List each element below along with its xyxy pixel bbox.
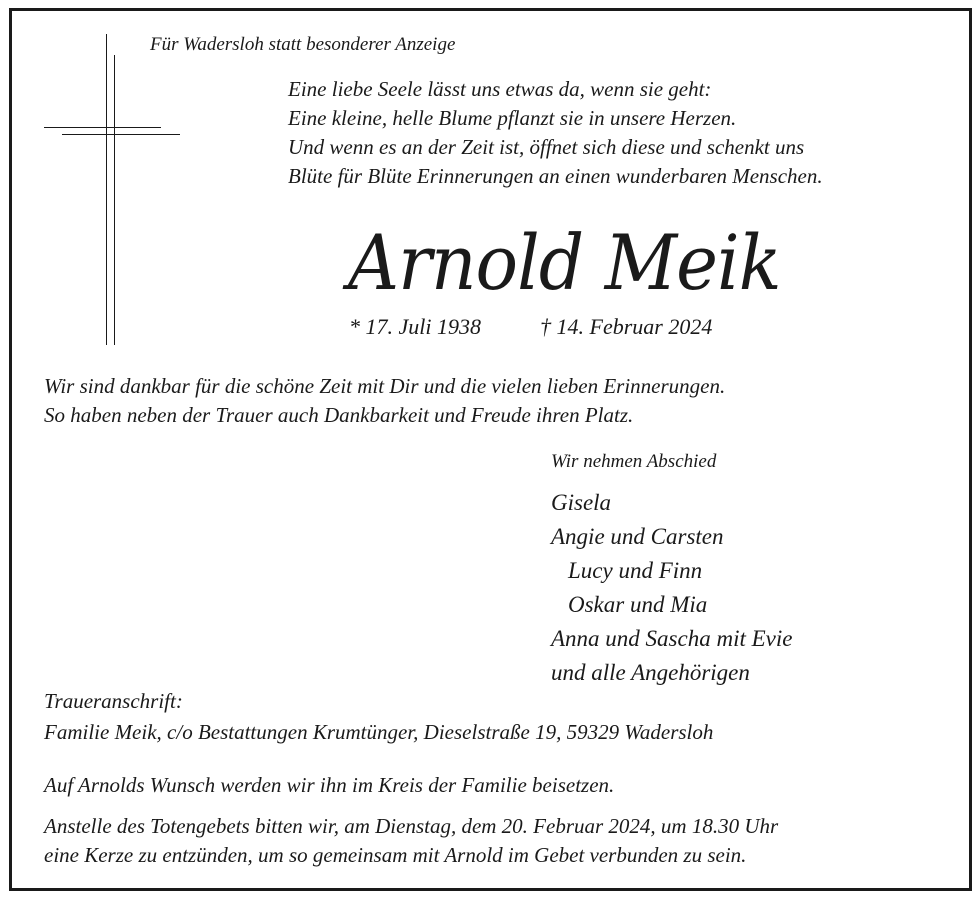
family-member: Anna und Sascha mit Evie (551, 626, 793, 651)
address-label: Traueranschrift: (44, 689, 183, 713)
family-member: Lucy und Finn (568, 558, 703, 583)
deceased-name: Arnold Meik (348, 218, 781, 307)
poem-line: Blüte für Blüte Erinnerungen an einen wunderbaren Menschen. (288, 164, 823, 188)
family-member: Gisela (551, 490, 612, 515)
birth-date: * 17. Juli 1938 (349, 314, 481, 339)
family-member: Oskar und Mia (568, 592, 708, 617)
burial-wish: Auf Arnolds Wunsch werden wir ihn im Kreis der Familie beisetzen. (44, 773, 615, 797)
vigil-text (44, 812, 778, 870)
farewell-intro: Wir nehmen Abschied (551, 451, 717, 472)
thanks-line: So haben neben der Trauer auch Dankbarkeit und Freude ihren Platz. (44, 403, 634, 427)
vigil-line: eine Kerze zu entzünden, um so gemeinsam mit Arnold im Gebet verbunden zu sein. (44, 843, 747, 867)
vigil-line: Anstelle des Totengebets bitten wir, am Dienstag, dem 20. Februar 2024, um 18.30 Uhr (44, 814, 779, 838)
family-member: Angie und Carsten (551, 524, 724, 549)
poem-line: Eine kleine, helle Blume pflanzt sie in unsere Herzen. (288, 106, 737, 130)
poem-line: Und wenn es an der Zeit ist, öffnet sich diese und schenkt uns (288, 135, 805, 159)
poem (288, 75, 823, 191)
header-note: Für Wadersloh statt besonderer Anzeige (150, 34, 456, 55)
thanks-text (44, 372, 725, 430)
thanks-line: Wir sind dankbar für die schöne Zeit mit Dir und die vielen lieben Erinnerungen. (44, 374, 726, 398)
family-list (551, 486, 792, 690)
poem-line: Eine liebe Seele lässt uns etwas da, wenn sie geht: (288, 77, 712, 101)
mourning-address: Familie Meik, c/o Bestattungen Krumtünger, Dieselstraße 19, 59329 Wadersloh (44, 720, 714, 744)
death-date: † 14. Februar 2024 (540, 314, 713, 339)
family-member: und alle Angehörigen (551, 660, 750, 685)
